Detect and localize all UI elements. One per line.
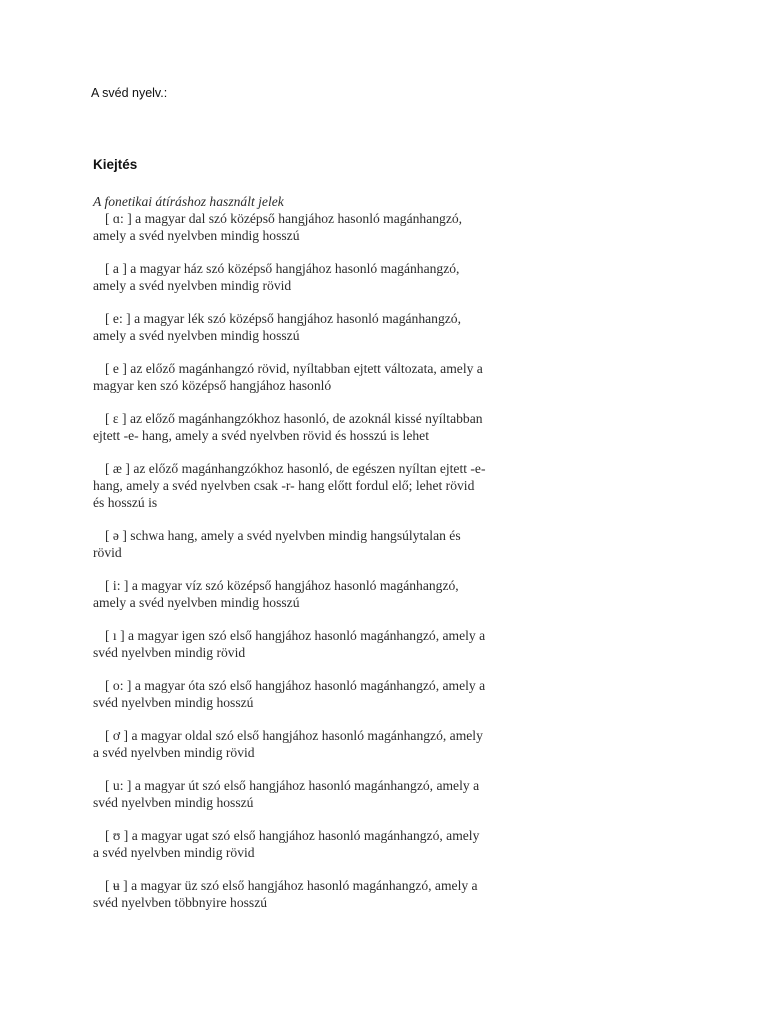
phonetic-symbol: [ ɛ ] [105,411,127,426]
phonetic-symbol: [ e: ] [105,311,131,326]
symbol-entry [93,827,553,861]
entry-first-line [93,410,553,427]
entry-text: schwa hang, amely a svéd nyelvben mindig hangsúlytalan és [130,528,461,543]
symbol-entry [93,210,553,244]
entry-text: svéd nyelvben mindig rövid [93,645,246,660]
symbol-entry [93,527,553,561]
entry-text: amely a svéd nyelvben mindig hosszú [93,595,300,610]
entry-text: az előző magánhangzókhoz hasonló, de azoknál kissé nyíltabban [129,411,483,426]
document-body [93,193,553,927]
entry-text: svéd nyelvben mindig hosszú [93,795,254,810]
symbol-entry [93,360,553,394]
phonetic-symbol: [ æ ] [105,461,130,476]
entry-text: az előző magánhangzó rövid, nyíltabban ejtett változata, amely a [130,361,483,376]
entry-first-line [93,527,553,544]
entry-first-line [93,877,553,894]
entry-text: ejtett -e- hang, amely a svéd nyelvben rövid és hosszú is lehet [93,428,429,443]
symbol-entry [93,577,553,611]
symbol-entry [93,460,553,511]
phonetic-symbol: [ ı ] [105,628,125,643]
entry-text: a magyar víz szó középső hangjához hasonló magánhangzó, [131,578,459,593]
entry-text: a magyar út szó első hangjához hasonló magánhangzó, amely a [134,778,480,793]
entry-first-line [93,627,553,644]
symbol-entry [93,727,553,761]
entry-text: a magyar igen szó első hangjához hasonló magánhangzó, amely a [128,628,486,643]
phonetic-symbol: [ e ] [105,361,127,376]
entry-first-line [93,577,553,594]
symbol-entry [93,677,553,711]
entry-text: a magyar lék szó középső hangjához hasonló magánhangzó, [134,311,461,326]
entry-text: svéd nyelvben mindig hosszú [93,695,254,710]
phonetic-symbol: [ ʊ ] [105,828,129,843]
entry-text: a magyar ugat szó első hangjához hasonló magánhangzó, amely [131,828,480,843]
entry-first-line [93,460,553,477]
entry-first-line [93,677,553,694]
entry-first-line [93,777,553,794]
entry-first-line [93,260,553,277]
document-title: A svéd nyelv.: [91,86,168,100]
phonetic-symbol: [ o: ] [105,678,132,693]
entry-text: hang, amely a svéd nyelvben csak -r- hang előtt fordul elő; lehet rövid [93,478,475,493]
section-heading: Kiejtés [93,157,138,172]
subheading: A fonetikai átíráshoz használt jelek [93,194,284,209]
entry-first-line [93,827,553,844]
phonetic-symbol: [ u: ] [105,778,132,793]
entry-text: a magyar óta szó első hangjához hasonló magánhangzó, amely a [134,678,486,693]
entry-first-line [93,310,553,327]
entry-text: a svéd nyelvben mindig rövid [93,845,255,860]
entry-text: az előző magánhangzókhoz hasonló, de egészen nyíltan ejtett -e- [133,461,486,476]
symbol-entry [93,627,553,661]
entry-text: svéd nyelvben többnyire hosszú [93,895,268,910]
entry-text: rövid [93,545,122,560]
entry-text: magyar ken szó középső hangjához hasonló [93,378,332,393]
entry-text: a svéd nyelvben mindig rövid [93,745,255,760]
symbol-entry [93,260,553,294]
entry-text: amely a svéd nyelvben mindig hosszú [93,328,300,343]
entry-text: és hosszú is [93,495,158,510]
symbol-entry [93,877,553,911]
entry-text: a magyar üz szó első hangjához hasonló magánhangzó, amely a [131,878,478,893]
symbol-entry [93,410,553,444]
entry-text: a magyar ház szó középső hangjához hasonló magánhangzó, [130,261,460,276]
entry-text: a magyar dal szó középső hangjához hasonló magánhangzó, [135,211,463,226]
symbol-entry [93,310,553,344]
phonetic-symbol: [ a ] [105,261,127,276]
entry-first-line [93,360,553,377]
phonetic-symbol: [ ʉ ] [105,878,128,893]
phonetic-symbol: [ i: ] [105,578,129,593]
phonetic-symbol: [ ə ] [105,528,127,543]
entry-text: amely a svéd nyelvben mindig rövid [93,278,292,293]
entry-text: amely a svéd nyelvben mindig hosszú [93,228,300,243]
phonetic-symbol: [ ơ ] [105,728,129,743]
entry-text: a magyar oldal szó első hangjához hasonló magánhangzó, amely [131,728,483,743]
entry-first-line [93,210,553,227]
phonetic-symbol: [ ɑ: ] [105,211,132,226]
entry-first-line [93,727,553,744]
symbol-entry [93,777,553,811]
